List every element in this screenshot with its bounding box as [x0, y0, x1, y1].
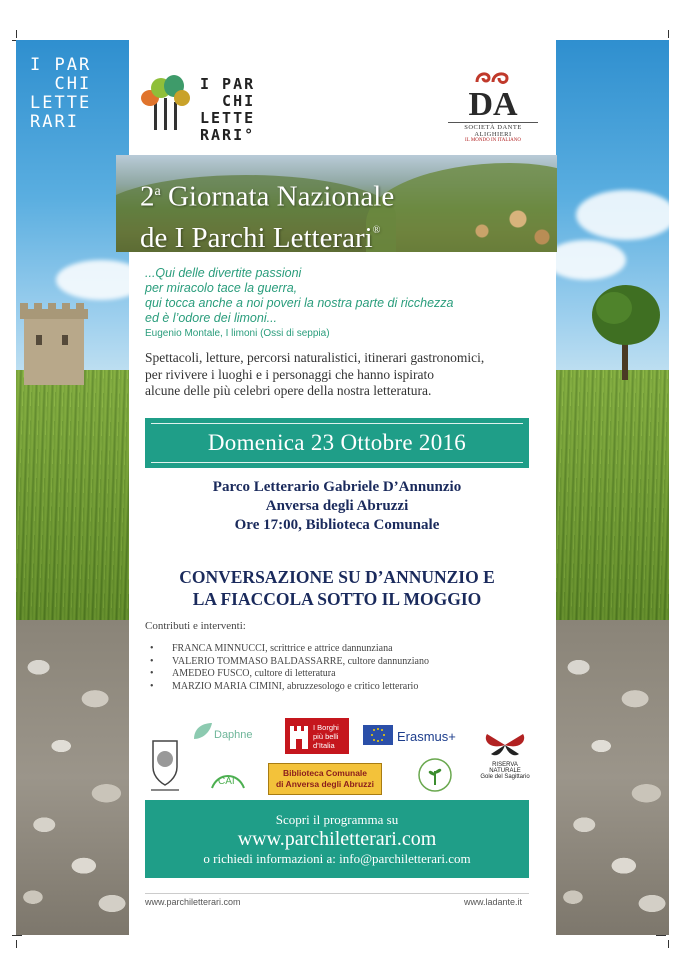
- crop-mark: [16, 30, 17, 38]
- venue-line: Parco Letterario Gabriele D’Annunzio: [212, 479, 462, 495]
- dante-alighieri-logo: [448, 68, 538, 148]
- quote-line: ...Qui delle divertite passioni: [145, 266, 302, 280]
- footer-link-dante[interactable]: www.ladante.it: [464, 897, 523, 907]
- crop-mark: [656, 935, 666, 936]
- biblioteca-logo: [268, 763, 382, 795]
- banner-flowers: [446, 195, 557, 252]
- footer-link-parchi[interactable]: www.parchiletterari.com: [145, 897, 241, 907]
- butterfly-icon: [483, 730, 527, 760]
- cloud: [576, 190, 669, 240]
- parchi-logo-text: I PAR CHI LETTE RARI°: [200, 75, 256, 144]
- date-banner-inner: [151, 423, 523, 463]
- venue-info: [145, 478, 529, 535]
- info-contact[interactable]: o richiedi informazioni a: info@parchiletterari.com: [203, 851, 471, 866]
- castle-tower-icon: [16, 295, 102, 385]
- grass: [556, 370, 669, 640]
- daphne-text: Daphne: [214, 729, 253, 741]
- contributors-label: Contributi e interventi:: [145, 620, 246, 632]
- erasmus-logo: [363, 723, 469, 747]
- borghi-line: I Borghi: [313, 723, 339, 732]
- riserva-line: RISERVA NATURALE: [489, 762, 521, 774]
- riserva-logo: [480, 730, 530, 790]
- event-date: Domenica 23 Ottobre 2016: [207, 430, 467, 455]
- venue-line: Ore 17:00, Biblioteca Comunale: [234, 517, 440, 533]
- title-ordinal: 2: [140, 180, 155, 213]
- title-ordinal-suffix: a: [154, 184, 161, 199]
- quote-line: per miracolo tace la guerra,: [145, 281, 298, 295]
- sprout-logo-icon: [417, 757, 453, 793]
- quote-line: qui tocca anche a noi poveri la nostra parte di ricchezza: [145, 296, 454, 310]
- registered-mark: ®: [372, 224, 381, 236]
- intro-line: per rivivere i luoghi e i personaggi che hanno ispirato: [145, 366, 435, 382]
- footer-divider: [145, 893, 529, 894]
- info-box: [145, 800, 529, 878]
- parchi-letterari-logo: [140, 72, 270, 144]
- crop-mark: [16, 940, 17, 948]
- title-line2: de I Parchi Letterari: [140, 221, 373, 252]
- crop-mark: [12, 935, 22, 936]
- right-photo-panel: [556, 40, 669, 935]
- da-society-name: SOCIETÀ DANTE ALIGHIERI: [448, 122, 538, 138]
- conversation-line: CONVERSAZIONE SU D’ANNUNZIO E: [179, 567, 495, 587]
- grass: [16, 370, 129, 640]
- montale-quote: [145, 266, 525, 326]
- leaf-icon: [192, 721, 214, 741]
- list-item: • FRANCA MINNUCCI, scrittrice e attrice dannunziana: [150, 643, 429, 656]
- quote-line: ed è l’odore dei limoni...: [145, 311, 278, 325]
- da-tagline: IL MONDO IN ITALIANO: [465, 138, 521, 143]
- info-website[interactable]: www.parchiletterari.com: [237, 828, 437, 850]
- eu-flag-icon: [363, 725, 393, 745]
- comune-crest-icon: [145, 733, 185, 797]
- list-item: • VALERIO TOMMASO BALDASSARRE, cultore dannunziano: [150, 656, 429, 669]
- crop-mark: [668, 940, 669, 948]
- side-title: I PAR CHI LETTE RARI: [30, 55, 92, 132]
- event-title: [140, 175, 394, 252]
- quote-source: Eugenio Montale, I limoni (Ossi di seppia): [145, 328, 330, 339]
- title-banner: [116, 155, 557, 252]
- erasmus-text: Erasmus+: [397, 729, 456, 744]
- date-banner: [145, 418, 529, 468]
- borghi-line: più belli: [313, 732, 339, 741]
- borghi-line: d’Italia: [313, 741, 335, 750]
- intro-line: Spettacoli, letture, percorsi naturalistici, itinerari gastronomici,: [145, 350, 485, 365]
- intro-paragraph: [145, 350, 525, 400]
- list-item: • MARZIO MARIA CIMINI, abruzzesologo e critico letterario: [150, 681, 429, 694]
- conversation-line: LA FIACCOLA SOTTO IL MOGGIO: [192, 589, 482, 609]
- rocks: [556, 620, 669, 935]
- venue-line: Anversa degli Abruzzi: [265, 498, 409, 514]
- contributors-list: [150, 643, 429, 693]
- rocks: [16, 620, 129, 935]
- da-letters: DA: [468, 86, 518, 123]
- title-line1: Giornata Nazionale: [160, 180, 395, 213]
- riserva-line: Gole del Sagittario: [480, 774, 530, 780]
- tree-icon: [586, 280, 666, 380]
- conversation-title: [145, 566, 529, 610]
- left-photo-panel: [16, 40, 129, 935]
- castle-icon: [288, 723, 310, 749]
- dante-emblem-icon: [473, 68, 513, 86]
- info-line1: Scopri il programma su: [275, 812, 399, 827]
- svg-text:CAI: CAI: [218, 776, 235, 787]
- crop-mark: [668, 30, 669, 38]
- trees-logo-icon: [140, 72, 190, 132]
- biblio-line: Biblioteca Comunale: [282, 768, 368, 778]
- list-item: • AMEDEO FUSCO, cultore di letteratura: [150, 668, 429, 681]
- cai-logo-icon: [208, 762, 248, 794]
- intro-line: alcune delle più celebri opere della nostra letteratura.: [145, 383, 432, 398]
- daphne-logo: [192, 721, 278, 747]
- biblio-line: di Anversa degli Abruzzi: [275, 779, 375, 789]
- borghi-logo: [285, 718, 349, 754]
